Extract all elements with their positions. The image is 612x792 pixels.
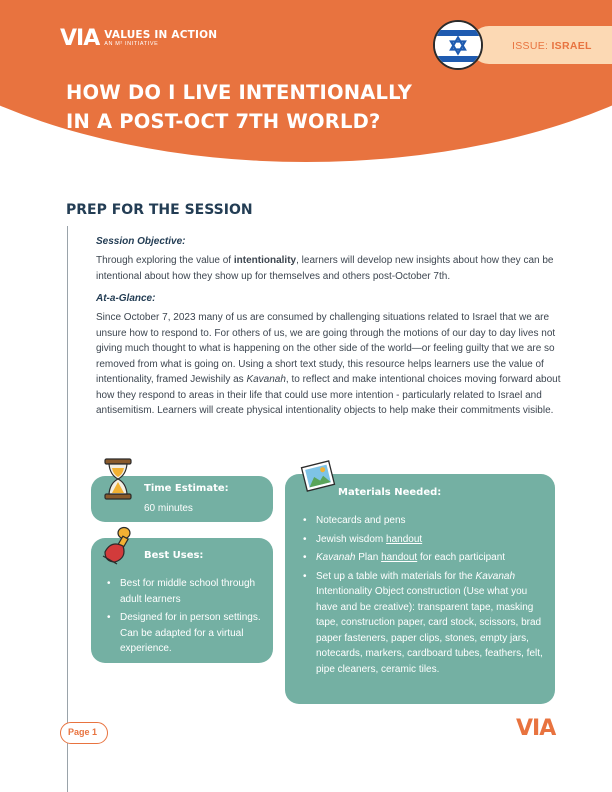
israel-flag-icon [433, 20, 483, 70]
title-line-1: HOW DO I LIVE INTENTIONALLY [66, 81, 413, 104]
time-estimate-title: Time Estimate: [144, 483, 229, 494]
issue-label-text [512, 40, 592, 52]
materials-card [285, 474, 555, 704]
materials-item-kavanah-plan: • Kavanah Plan handout for each participant [303, 550, 543, 566]
section-heading: PREP FOR THE SESSION [66, 202, 253, 218]
logo-mark: VIA [60, 26, 100, 51]
objective-text: Through exploring the value of intentionality, learners will develop new insights about how they can be intentional about how they show up for themselves and others post-October 7th. [96, 255, 554, 282]
hourglass-icon [104, 458, 132, 505]
page-number: Page 1 [68, 727, 98, 737]
best-uses-item: • Designed for in person settings. Can be adapted for a virtual experience. [107, 610, 265, 657]
objective-heading: Session Objective: [96, 236, 186, 247]
time-estimate-value: 60 minutes [144, 503, 193, 514]
kavanah-term: Kavanah [246, 374, 286, 385]
issue-label: ISSUE: [512, 40, 549, 52]
best-uses-title: Best Uses: [144, 550, 204, 561]
jewish-wisdom-handout-link[interactable]: handout [386, 533, 423, 545]
issue-value: ISRAEL [551, 40, 592, 52]
glance-heading: At-a-Glance: [96, 293, 156, 304]
vertical-rule [67, 226, 68, 792]
best-uses-item: • Best for middle school through adult learners [107, 576, 265, 607]
picture-frame-icon [300, 459, 336, 498]
materials-title: Materials Needed: [338, 487, 442, 498]
materials-item-table-setup: • Set up a table with materials for the Kavanah Intentionality Object construction (Use what you have and be creative): transparent tape, masking tape, construction paper, card stock, scissors, brad paper fasteners, paper clips, stones, empty jars, notecards, markers, cardboard tubes, feathers, felt, pipe cleaners, ceramic tiles. [303, 569, 543, 678]
kavanah-plan-handout-link[interactable]: handout [381, 552, 418, 563]
materials-item-wisdom-handout: • Jewish wisdom handout [303, 532, 543, 548]
materials-item-notecards: • Notecards and pens [303, 513, 543, 529]
stamp-icon [101, 526, 137, 571]
footer-logo: VIA [516, 716, 556, 741]
page-title [66, 78, 412, 136]
prep-content [96, 235, 566, 419]
title-line-2: IN A POST-OCT 7TH WORLD? [66, 110, 381, 133]
logo-name: VALUES IN ACTION [104, 29, 218, 41]
logo-tagline: AN M² INITIATIVE [104, 41, 159, 47]
glance-text: Since October 7, 2023 many of us are consumed by challenging situations related to Israel that we are unsure how to respond to. For others of us, we are going through the motions of our day to day lives not giving much thought to what is happening on the other side of the world—or feeling guilty that we are so removed from what is going on. Using a short text study, this resource helps learners use the value of intentionality, framed Jewishily as Kavanah, to reflect and make intentional choices moving forward about how they respond to areas in their life that could use more intention - particularly related to Israel and antisemitism. Learners will create physical intentionality objects to help make their commitments visible. [96, 312, 561, 416]
intentionality-term: intentionality [233, 255, 297, 266]
via-logo[interactable] [60, 28, 217, 50]
